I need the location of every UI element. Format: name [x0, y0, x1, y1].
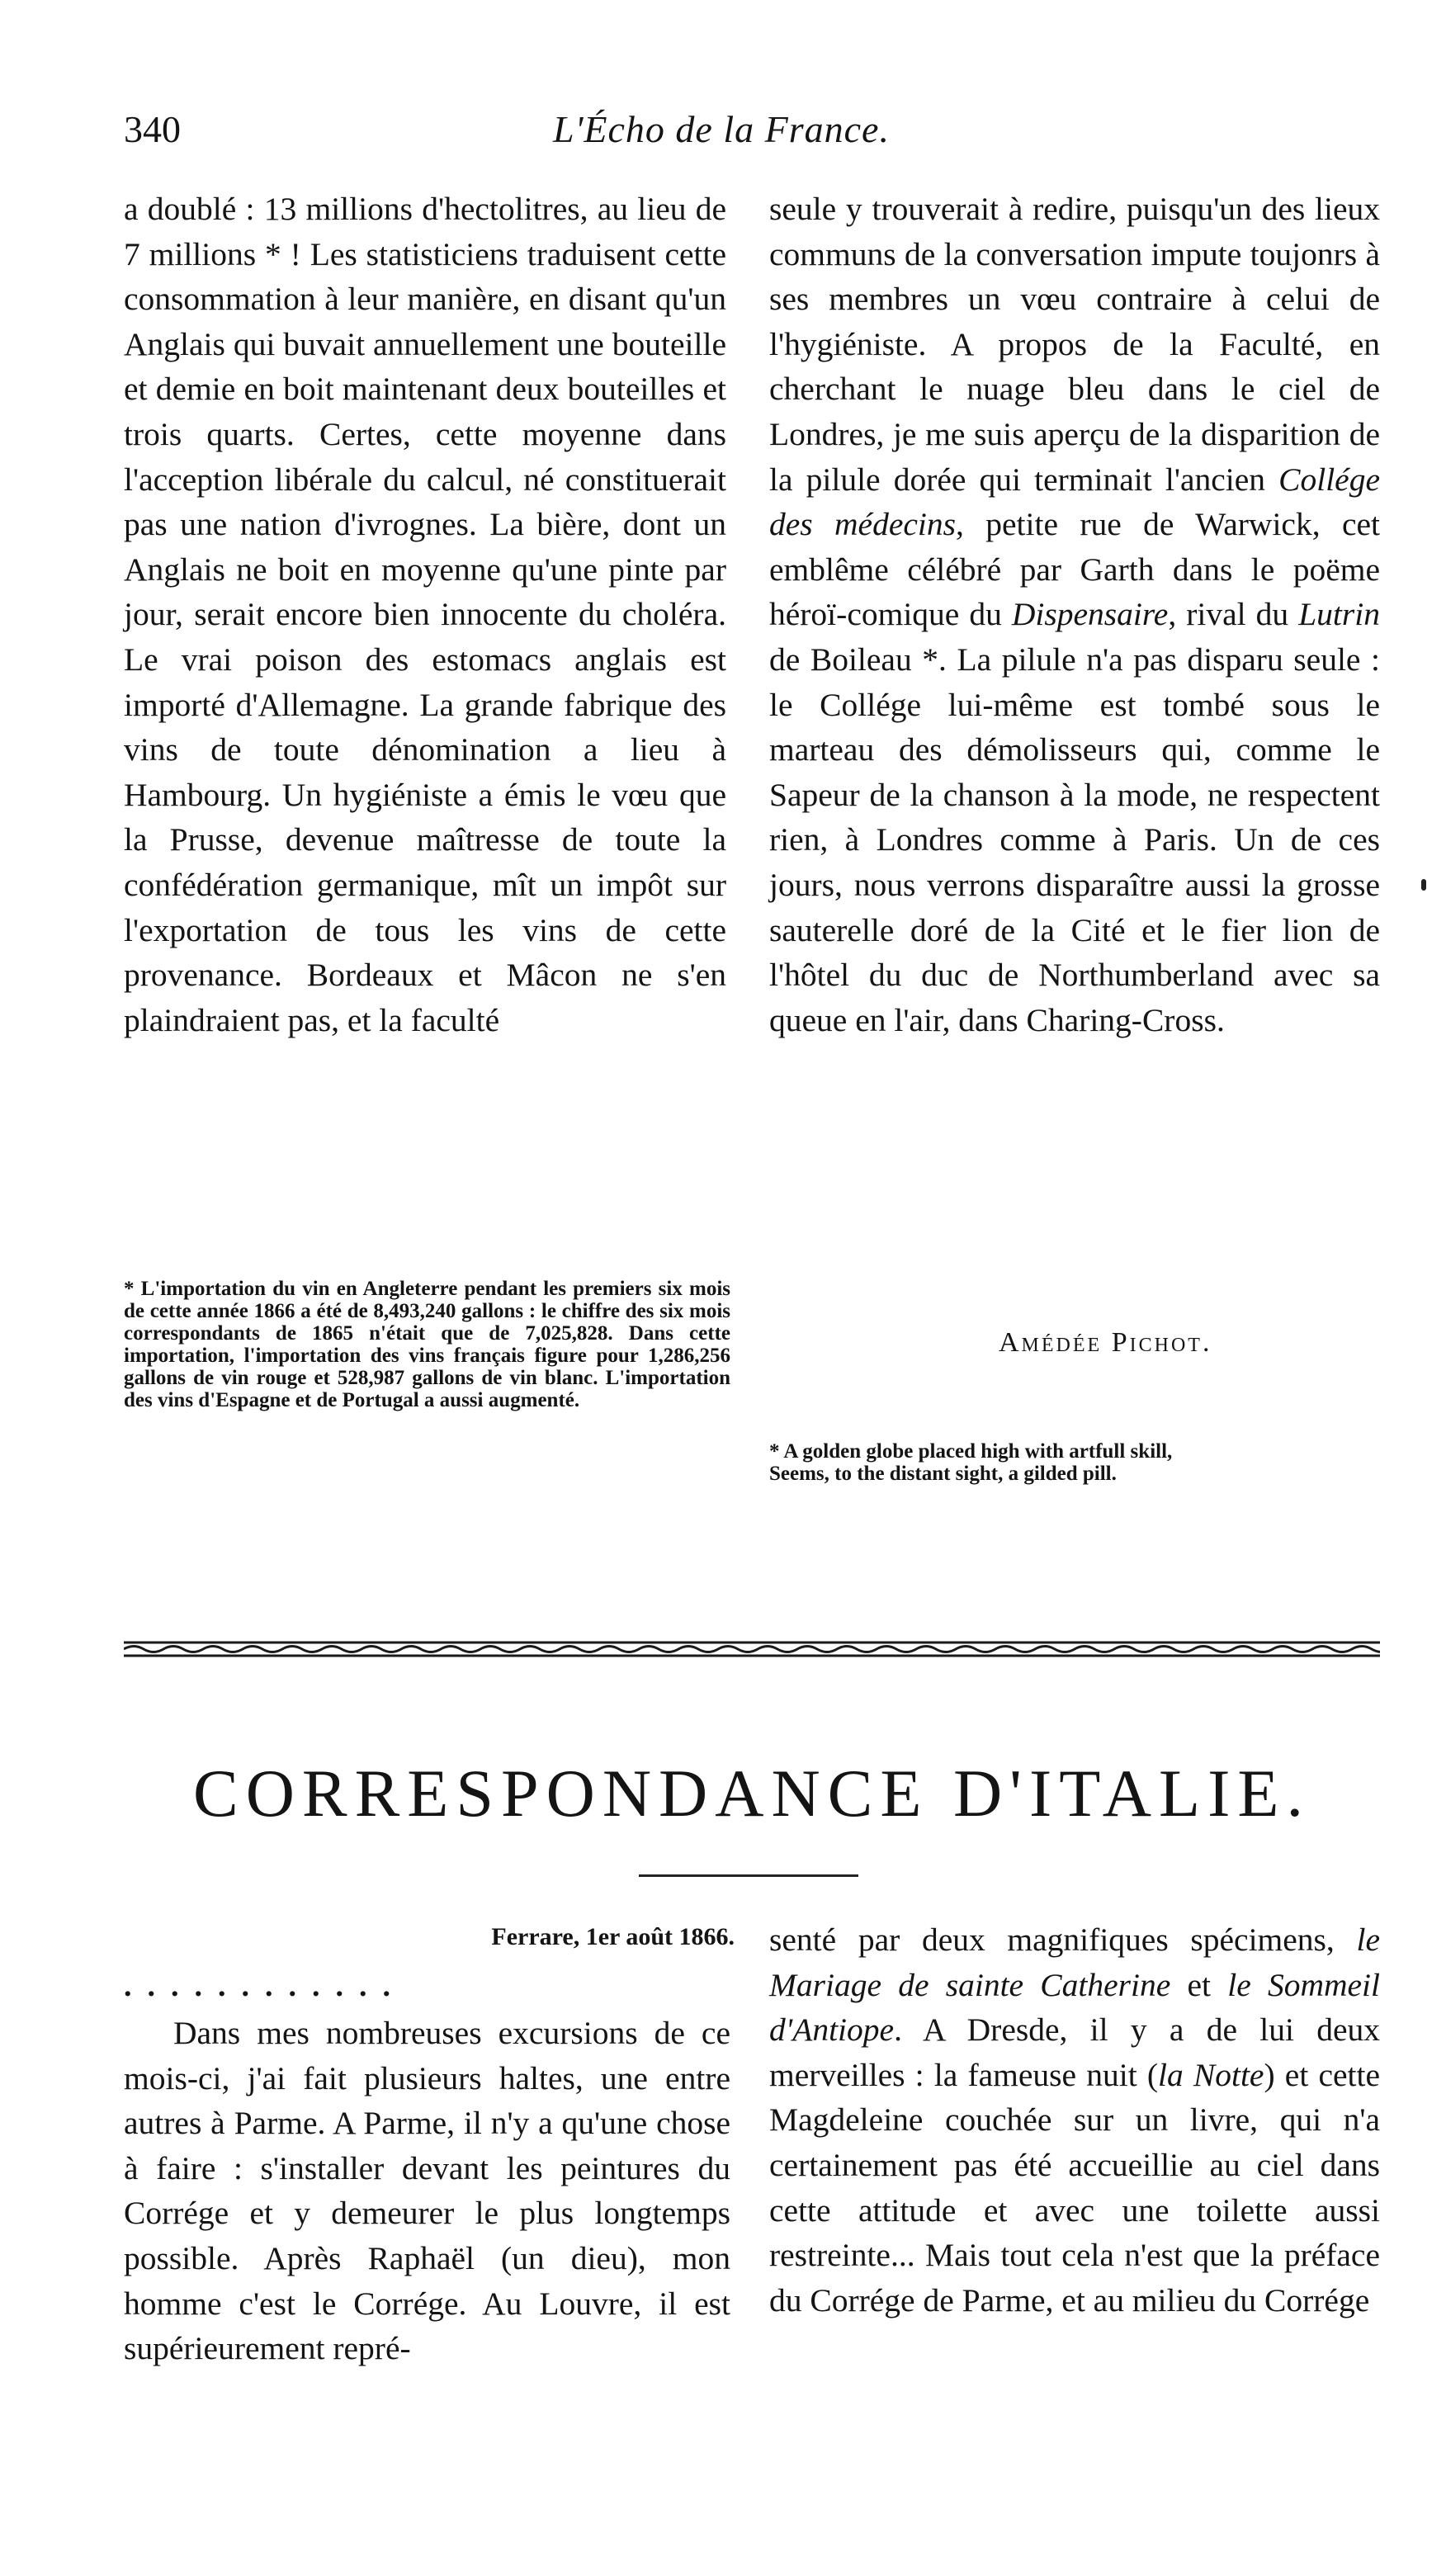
ornamental-rule: [124, 1638, 1380, 1660]
ink-speck: [1421, 879, 1426, 891]
italy-right-column: [769, 1917, 1380, 2323]
text-run: , petite rue de Warwick, cet emblême célébré par Garth dans le poëme héroï-comique du: [769, 506, 1380, 633]
text-run: seule y trouverait à redire, puisqu'un des lieux communs de la conversation impute toujonrs à ses membres un vœu contraire à celui de l'hygiéniste. A propos de la Faculté, en cherchant le nuage bleu dans le ciel de Londres, je me suis aperçu de la disparition de la pilule dorée qui terminait l'ancien: [769, 191, 1380, 498]
text-run: ) et cette Magdeleine couchée sur un livre, qui n'a certainement pas été accueillie au ciel dans cette attitude et avec une toilette aussi restreinte... Mais tout cela n'est que la préface du Corrége de Parme, et au milieu du Corrége: [769, 2056, 1380, 2318]
italic-title: le Sommeil d'Antiope: [769, 1966, 1380, 2049]
italic-title: Collége des médecins: [769, 461, 1380, 543]
text-run: et: [1170, 1966, 1228, 2003]
text-run: senté par deux magnifiques spécimens,: [769, 1921, 1357, 1958]
section-title: CORRESPONDANCE D'ITALIE.: [193, 1756, 1311, 1831]
dateline: Ferrare, 1er août 1866.: [491, 1923, 735, 1950]
page-number: 340: [124, 108, 181, 150]
italic-title: Dispensaire: [1011, 596, 1169, 633]
italic-title: la Notte: [1158, 2056, 1264, 2093]
footnote-golden-globe: [769, 1440, 1380, 1485]
text-run: , rival du: [1168, 596, 1299, 633]
footnote-line: Seems, to the distant sight, a gilded pill.: [769, 1463, 1117, 1485]
footnote-line: * A golden globe placed high with artfull skill,: [769, 1440, 1173, 1463]
ellipsis-dots: ............: [124, 1969, 406, 2003]
journal-title: L'Écho de la France.: [553, 108, 890, 150]
article-right-paragraph: [769, 187, 1380, 1042]
italic-title: Lutrin: [1298, 596, 1380, 633]
author-signature: Amédée Pichot.: [999, 1327, 1212, 1358]
title-underline-rule: [639, 1874, 858, 1877]
article-left-column: [124, 187, 726, 1042]
italy-left-column: [124, 2011, 730, 2371]
running-head: [124, 107, 1387, 165]
footnote-wine-import: * L'importation du vin en Angleterre pendant les premiers six mois de cette année 1866 a été de 8,493,240 gallons : le chiffre des six mois correspondants de 1865 n'était que de 7,025,828. Dans cette importation, l'importation des vins français figure pour 1,286,256 gallons de vin rouge et 528,987 gallons de vin blanc. L'importation des vins d'Espagne et de Portugal a aussi augmenté.: [124, 1278, 730, 1411]
article-left-paragraph: a doublé : 13 millions d'hectolitres, au lieu de 7 millions * ! Les statisticiens traduisent cette consommation à leur manière, en disant qu'un Anglais qui buvait annuellement une bouteille et demie en boit maintenant deux bouteilles et trois quarts. Certes, cette moyenne dans l'acception libérale du calcul, né constituerait pas une nation d'ivrognes. La bière, dont un Anglais ne boit en moyenne qu'une pinte par jour, serait encore bien innocente du choléra. Le vrai poison des estomacs anglais est importé d'Allemagne. La grande fabrique des vins de toute dénomination a lieu à Hambourg. Un hygiéniste a émis le vœu que la Prusse, devenue maîtresse de toute la confédération germanique, mît un impôt sur l'exportation de tous les vins de cette provenance. Bordeaux et Mâcon ne s'en plaindraient pas, et la faculté: [124, 191, 726, 1038]
text-run: de Boileau *. La pilule n'a pas disparu seule : le Collége lui-même est tombé sous le marteau des démolisseurs qui, comme le Sapeur de la chanson à la mode, ne respectent rien, à Londres comme à Paris. Un de ces jours, nous verrons disparaître aussi la grosse sauterelle doré de la Cité et le fier lion de l'hôtel du duc de Northumberland avec sa queue en l'air, dans Charing-Cross.: [769, 640, 1380, 1038]
italy-right-paragraph: [769, 1917, 1380, 2323]
text-run: . A Dresde, il y a de lui deux merveilles : la fameuse nuit (: [769, 2011, 1380, 2093]
italic-title: le Mariage de sainte Catherine: [769, 1921, 1380, 2003]
article-right-column: [769, 187, 1380, 1042]
italy-left-paragraph: Dans mes nombreuses excursions de ce mois-ci, j'ai fait plusieurs haltes, une entre autres à Parme. A Parme, il n'y a qu'une chose à faire : s'installer devant les peintures du Corrége et y demeurer le plus longtemps possible. Après Raphaël (un dieu), mon homme c'est le Corrége. Au Louvre, il est supérieurement repré-: [124, 2015, 730, 2367]
